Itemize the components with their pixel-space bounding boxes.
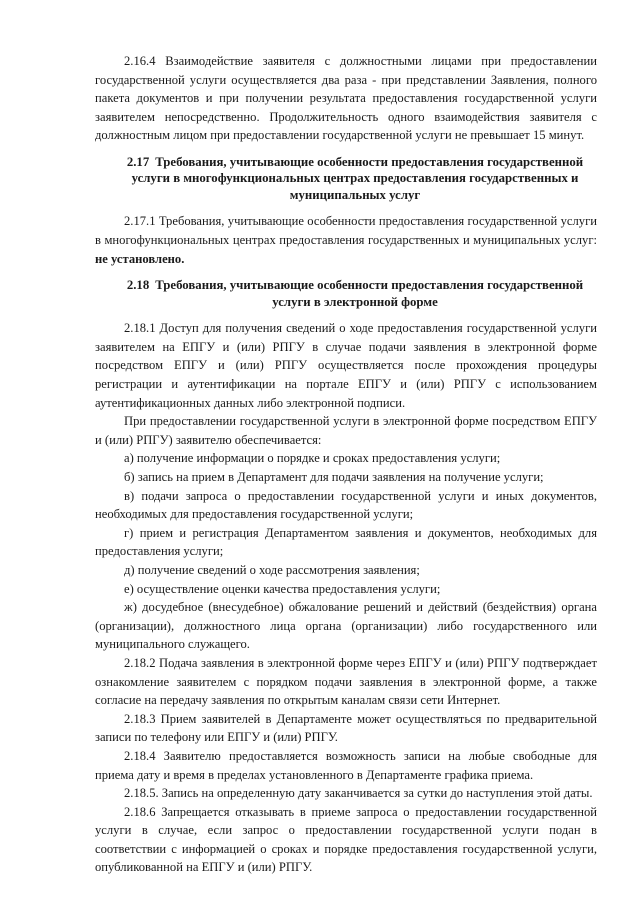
heading-2-17 bbox=[95, 154, 597, 204]
paragraph-intro: При предоставлении государственной услуги в электронной форме посредством ЕПГУ и (или) РПГУ) заявителю обеспечивается: bbox=[95, 414, 597, 447]
heading-2-17-text: Требования, учитывающие особенности предоставления государственной услуги в многофункциональных центрах предоставления государственных и муниципальных услуг bbox=[131, 154, 584, 202]
heading-2-17-number: 2.17 bbox=[126, 154, 150, 169]
paragraph-2-18-1: 2.18.1 Доступ для получения сведений о ходе предоставления государственной услуги заявителем на ЕПГУ и (или) РПГУ в случае подачи заявления в электронной форме посредством ЕПГУ и (или) РПГУ осуществляется после прохождения процедуры регистрации и аутентификации на портале ЕПГУ и (или) РПГУ с использованием аутентификационных данных либо электронной подписи. bbox=[95, 321, 597, 410]
list-item: а) получение информации о порядке и сроках предоставления услуги; bbox=[124, 451, 501, 466]
paragraph-2-17-1-text: 2.17.1 Требования, учитывающие особенности предоставления государственной услуги в многофункциональных центрах предоставления государственных и муниципальных услуг: bbox=[95, 214, 597, 248]
paragraph-2-18-5: 2.18.5. Запись на определенную дату заканчивается за сутки до наступления этой даты. bbox=[124, 786, 593, 801]
list-item: в) подачи запроса о предоставлении государственной услуги и иных документов, необходимых для предоставления государственной услуги; bbox=[95, 488, 597, 522]
paragraph-2-16-4: 2.16.4 Взаимодействие заявителя с должностными лицами при предоставлении государственной услуги осуществляется два раза - при представлении Заявления, полного пакета документов и при получении результата предоставления государственной услуги заявителем непосредственно. Продолжительность одного взаимодействия заявителя с должностным лицом при предоставлении государственной услуги не превышает 15 минут. bbox=[95, 54, 597, 143]
paragraph-2-17-1 bbox=[95, 212, 597, 268]
document-body bbox=[95, 52, 597, 877]
paragraph-2-18-2: 2.18.2 Подача заявления в электронной форме через ЕПГУ и (или) РПГУ подтверждает ознакомление заявителем с порядком подачи заявления в электронной форме, а также согласие на передачу заявления по открытым каналам связи сети Интернет. bbox=[95, 655, 597, 708]
paragraph-2-17-1-bold: не установлено. bbox=[95, 251, 185, 266]
paragraph-2-18-4: 2.18.4 Заявителю предоставляется возможность записи на любые свободные для приема дату и время в пределах установленного в Департаменте графика приема. bbox=[95, 748, 597, 782]
provision-list bbox=[95, 449, 597, 654]
heading-2-18-text: Требования, учитывающие особенности предоставления государственной услуги в электронной форме bbox=[155, 278, 584, 309]
list-item: ж) досудебное (внесудебное) обжалование решений и действий (бездействия) органа (организации), должностного лица органа (организации) либо государственного или муниципального служащего. bbox=[95, 600, 597, 652]
paragraph-2-18-6: 2.18.6 Запрещается отказывать в приеме запроса о предоставлении государственной услуги в случае, если запрос о предоставлении государственной услуги подан в соответствии с информацией о сроках и порядке предоставления государственной услуги, опубликованной на ЕПГУ и (или) РПГУ. bbox=[95, 804, 597, 875]
list-item: д) получение сведений о ходе рассмотрения заявления; bbox=[124, 562, 420, 577]
list-item: е) осуществление оценки качества предоставления услуги; bbox=[124, 581, 441, 596]
heading-2-18-number: 2.18 bbox=[126, 278, 150, 293]
paragraph-2-18-3: 2.18.3 Прием заявителей в Департаменте может осуществляться по предварительной записи по телефону или ЕПГУ и (или) РПГУ. bbox=[95, 711, 597, 745]
list-item: б) запись на прием в Департамент для подачи заявления на получение услуги; bbox=[124, 470, 544, 484]
heading-2-18 bbox=[95, 277, 597, 310]
list-item: г) прием и регистрация Департаментом заявления и документов, необходимых для предоставления услуги; bbox=[95, 525, 597, 559]
